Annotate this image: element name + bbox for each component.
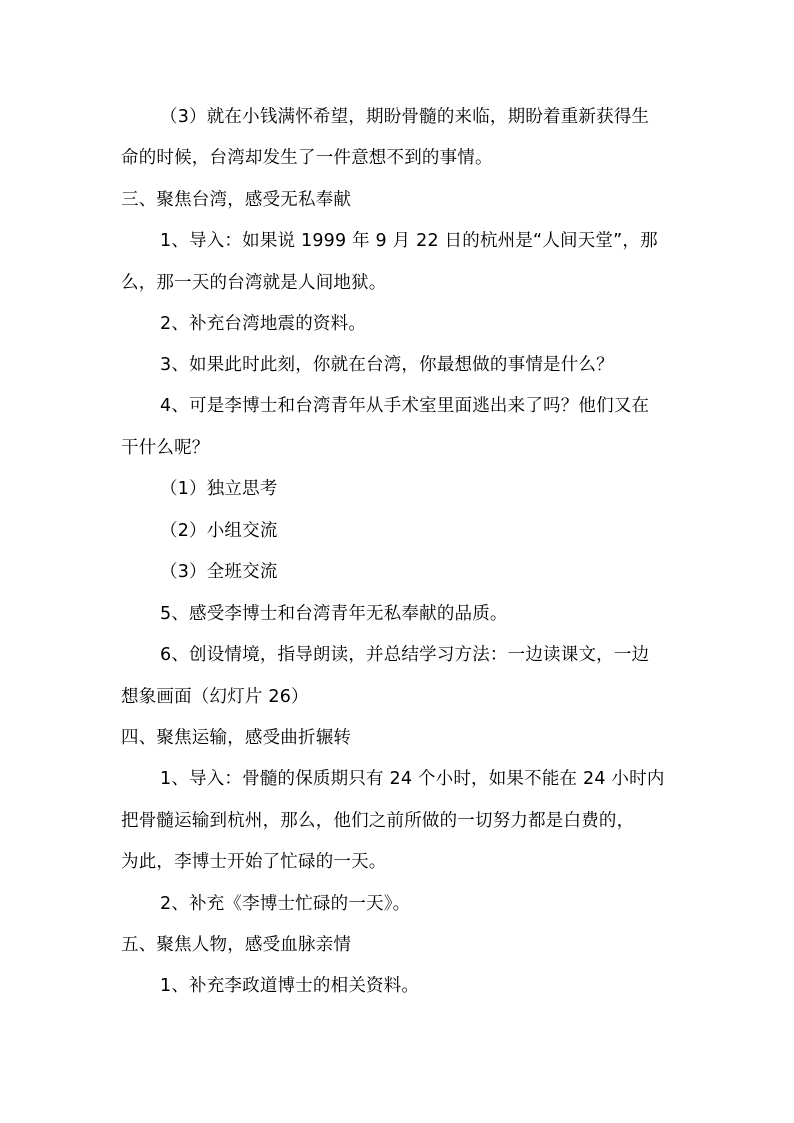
text-line: 3、如果此时此刻，你就在台湾，你最想做的事情是什么？: [160, 355, 614, 375]
text-line: 干什么呢？: [121, 438, 210, 458]
text-line: 1、导入：骨髓的保质期只有 24 个小时，如果不能在 24 小时内: [160, 769, 665, 789]
section-heading: 四、聚焦运输，感受曲折辗转: [121, 728, 352, 748]
text-line: （2）小组交流: [160, 521, 278, 541]
section-heading: 五、聚焦人物，感受血脉亲情: [121, 935, 352, 955]
text-line: 么，那一天的台湾就是人间地狱。: [121, 273, 387, 293]
text-line: 2、补充台湾地震的资料。: [160, 314, 367, 334]
text-line: 1、导入：如果说 1999 年 9 月 22 日的杭州是“人间天堂”，那: [160, 231, 658, 251]
text-line: （3）全班交流: [160, 562, 278, 582]
text-line: 把骨髓运输到杭州，那么，他们之前所做的一切努力都是白费的，: [121, 811, 635, 831]
text-line: 想象画面（幻灯片 26）: [121, 687, 309, 707]
text-line: 2、补充《李博士忙碌的一天》。: [160, 894, 411, 914]
text-line: 1、补充李政道博士的相关资料。: [160, 976, 420, 996]
text-line: 5、感受李博士和台湾青年无私奉献的品质。: [160, 604, 508, 624]
text-line: 为此，李博士开始了忙碌的一天。: [121, 852, 387, 872]
text-line: （1）独立思考: [160, 479, 278, 499]
text-line: 6、创设情境，指导朗读，并总结学习方法：一边读课文，一边: [160, 645, 650, 665]
text-line: 4、可是李博士和台湾青年从手术室里面逃出来了吗？他们又在: [160, 396, 650, 416]
text-line: 命的时候，台湾却发生了一件意想不到的事情。: [121, 148, 493, 168]
section-heading: 三、聚焦台湾，感受无私奉献: [121, 190, 352, 210]
text-line: （3）就在小钱满怀希望，期盼骨髓的来临，期盼着重新获得生: [160, 107, 650, 127]
